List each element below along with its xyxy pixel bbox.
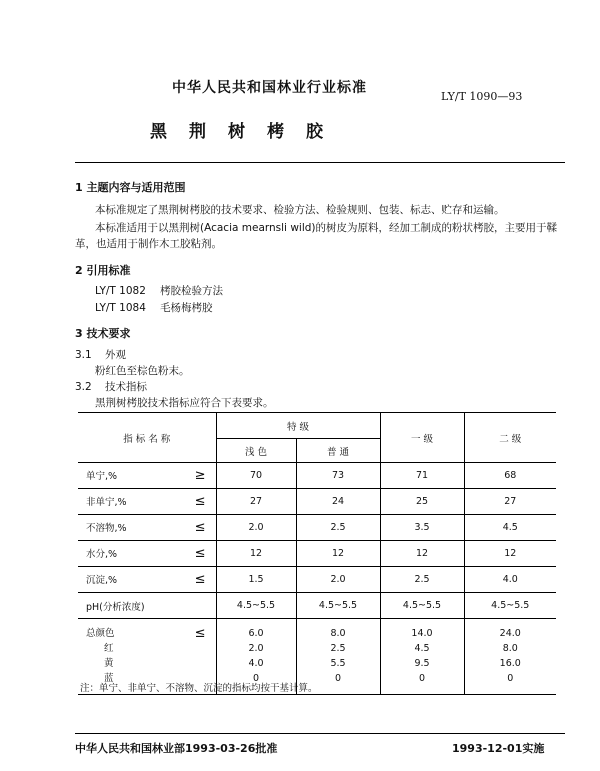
section-3-1-number: 3.1 — [75, 349, 92, 361]
cell-light: 4.0 — [248, 658, 264, 669]
cell-second: 8.0 — [502, 643, 518, 654]
cell-light: 2.0 — [248, 643, 264, 654]
header-light-color: 浅 色 — [216, 439, 296, 463]
table-row — [78, 515, 556, 541]
table-row — [78, 489, 556, 515]
cell-first: 4.5~5.5 — [380, 593, 464, 619]
section-3-2-text: 黑荆树栲胶技术指标应符合下表要求。 — [95, 397, 274, 409]
cell-first: 3.5 — [380, 515, 464, 541]
cell-normal: 2.5 — [296, 515, 380, 541]
section-3-heading: 3 技术要求 — [75, 327, 131, 340]
row-sign: ≤ — [194, 520, 206, 535]
table-note: 注：单宁、非单宁、不溶物、沉淀的指标均按干基计算。 — [80, 683, 318, 694]
standard-code: LY/T 1090—93 — [441, 90, 523, 103]
cell-light: 1.5 — [216, 567, 296, 593]
cell-light: 27 — [216, 489, 296, 515]
row-name: 水分,% — [86, 549, 118, 560]
standard-org-title: 中华人民共和国林业行业标准 — [172, 80, 367, 96]
row-name: 非单宁,% — [86, 497, 127, 508]
cell-first: 71 — [380, 463, 464, 489]
cell-normal: 4.5~5.5 — [296, 593, 380, 619]
cell-second: 27 — [464, 489, 556, 515]
section-1-heading: 1 主题内容与适用范围 — [75, 181, 186, 194]
technical-index-table — [78, 412, 556, 695]
cell-first: 2.5 — [380, 567, 464, 593]
cell-second: 16.0 — [499, 658, 521, 669]
row-sign: ≤ — [194, 494, 206, 509]
color-yellow-label: 黄 — [104, 658, 114, 669]
cell-first: 4.5 — [414, 643, 430, 654]
section-1-paragraph-1: 本标准规定了黑荆树栲胶的技术要求、检验方法、检验规则、包装、标志、贮存和运输。 — [95, 204, 505, 216]
reference-2-code: LY/T 1084 — [95, 302, 146, 314]
cell-normal: 12 — [296, 541, 380, 567]
row-sign: ≤ — [194, 546, 206, 561]
header-index-name: 指 标 名 称 — [78, 413, 216, 463]
reference-2-name: 毛杨梅栲胶 — [160, 302, 213, 314]
cell-first: 14.0 — [411, 628, 433, 639]
color-red-label: 红 — [104, 643, 114, 654]
cell-normal: 24 — [296, 489, 380, 515]
cell-second: 12 — [464, 541, 556, 567]
row-sign: ≤ — [194, 626, 206, 641]
header-first-grade: 一 级 — [380, 413, 464, 463]
cell-normal: 73 — [296, 463, 380, 489]
header-special-grade: 特 级 — [216, 413, 380, 439]
reference-1-name: 栲胶检验方法 — [160, 285, 223, 297]
section-1-paragraph-2b: 革，也适用于制作木工胶粘剂。 — [75, 238, 222, 250]
cell-normal: 0 — [334, 673, 342, 684]
cell-normal: 2.0 — [296, 567, 380, 593]
cell-normal: 5.5 — [330, 658, 346, 669]
row-sign: ≥ — [194, 468, 206, 483]
cell-first: 9.5 — [414, 658, 430, 669]
cell-light: 2.0 — [216, 515, 296, 541]
section-3-2-title: 技术指标 — [105, 381, 147, 393]
cell-normal: 2.5 — [330, 643, 346, 654]
table-row — [78, 541, 556, 567]
cell-light: 70 — [216, 463, 296, 489]
table-row — [78, 463, 556, 489]
section-1-paragraph-2a: 本标准适用于以黑荆树(Acacia mearnsli wild)的树皮为原料，经加工制成的粉状栲胶，主要用于鞣 — [95, 222, 557, 234]
cell-second: 68 — [464, 463, 556, 489]
approval-date: 中华人民共和国林业部1993-03-26批准 — [75, 742, 278, 755]
row-name: 单宁,% — [86, 471, 118, 482]
cell-second: 4.5~5.5 — [464, 593, 556, 619]
table-row — [78, 593, 556, 619]
section-3-2-number: 3.2 — [75, 381, 92, 393]
document-title: 黑荆树栲胶 — [150, 122, 345, 142]
section-3-1-title: 外观 — [105, 349, 126, 361]
cell-light: 12 — [216, 541, 296, 567]
section-2-heading: 2 引用标准 — [75, 264, 131, 277]
cell-second: 4.0 — [464, 567, 556, 593]
section-3-1-text: 粉红色至棕色粉末。 — [95, 365, 190, 377]
header-normal: 普 通 — [296, 439, 380, 463]
table-row — [78, 567, 556, 593]
cell-second: 24.0 — [499, 628, 521, 639]
cell-light: 6.0 — [248, 628, 264, 639]
cell-light: 4.5~5.5 — [216, 593, 296, 619]
row-name: 不溶物,% — [86, 523, 127, 534]
color-total-label: 总颜色 — [86, 628, 115, 639]
cell-second: 4.5 — [464, 515, 556, 541]
row-name: pH(分析浓度) — [86, 601, 145, 613]
reference-1-code: LY/T 1082 — [95, 285, 146, 297]
row-name: 沉淀,% — [86, 575, 118, 586]
cell-normal: 8.0 — [330, 628, 346, 639]
footer-divider — [75, 733, 565, 734]
implementation-date: 1993-12-01实施 — [452, 742, 545, 755]
header-second-grade: 二 级 — [464, 413, 556, 463]
cell-second: 0 — [507, 673, 514, 684]
color-blue-label: 蓝 — [104, 673, 114, 684]
header-divider — [75, 162, 565, 163]
row-sign: ≤ — [194, 572, 206, 587]
cell-first: 0 — [418, 673, 426, 684]
cell-light: 0 — [252, 673, 260, 684]
cell-first: 25 — [380, 489, 464, 515]
cell-first: 12 — [380, 541, 464, 567]
